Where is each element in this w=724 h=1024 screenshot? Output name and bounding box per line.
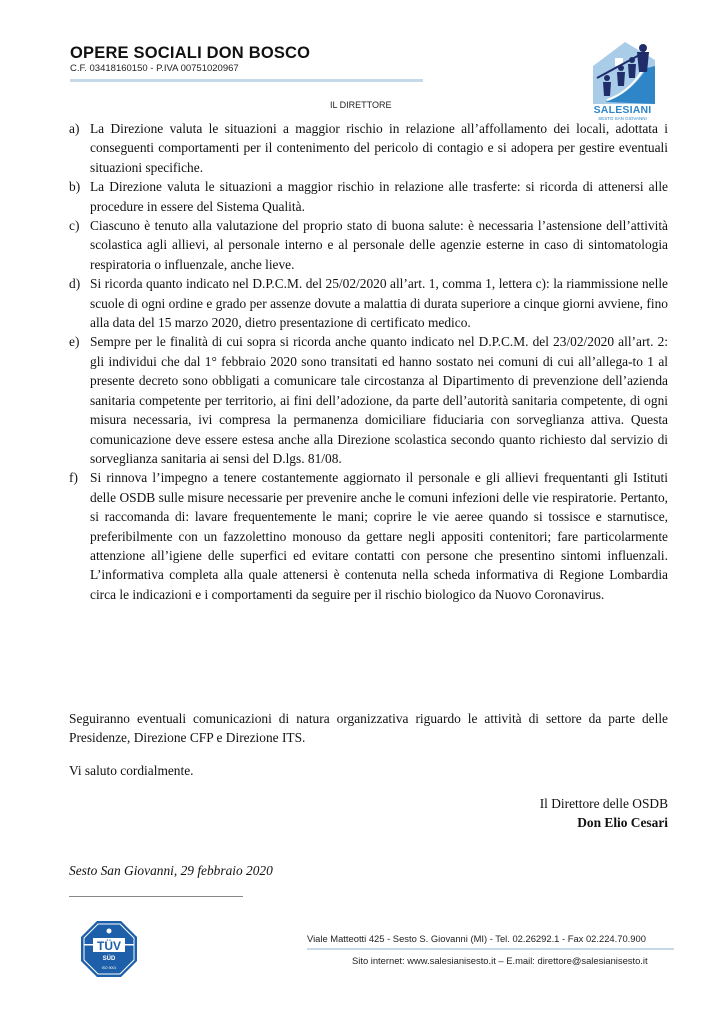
list-item — [69, 216, 668, 274]
svg-text:ISO 9001: ISO 9001 — [101, 966, 117, 970]
list-item — [69, 177, 668, 216]
signer-role: Il Direttore delle OSDB — [539, 796, 668, 811]
greeting: Vi saluto cordialmente. — [69, 763, 194, 778]
tuv-sud-certification-badge-icon — [80, 920, 138, 978]
salesiani-logo — [585, 38, 660, 122]
footer-divider — [307, 948, 674, 950]
list-item-text: Si rinnova l’impegno a tenere costantemente aggiornato il personale e gli allievi frequentanti gli Istituti delle OSDB sulle misure necessarie per prevenire anche le comuni infezioni delle vie respiratorie. Pertanto, si raccomanda di: lavare frequentemente le mani; coprire le vie aeree quando si tossisce e starnutisce, preferibilmente con un fazzolettino monouso da gettare negli appositi contenitori; fare particolarmente attenzione all’igiene delle superfici ed evitare contatti con persone che presentino sintomi influenzali. L’informativa completa alla quale attenersi è contenuta nella scheda informativa di Regione Lombardia circa le indicazioni e i comportamenti da seguire per il rischio biologico da Nuovo Coronavirus. — [90, 470, 668, 602]
logo-text: SALESIANI — [593, 104, 652, 116]
salesiani-house-logo-icon — [585, 38, 660, 104]
organization-tax-ids: C.F. 03418160150 - P.IVA 00751020967 — [70, 63, 239, 74]
document-heading: IL DIRETTORE — [330, 100, 392, 110]
signature-block — [380, 794, 668, 833]
signature-line — [69, 896, 243, 897]
list-item-text: Si ricorda quanto indicato nel D.P.C.M. del 25/02/2020 all’art. 1, comma 1, lettera c): la riammissione nelle scuole di ogni ordine e grado per assenze dovute a malattia di durata superiore a cinque giorni avviene, fino alla data del 15 marzo 2020, dietro presentazione di certificato medico. — [90, 276, 668, 331]
list-item-text: La Direzione valuta le situazioni a maggior rischio in relazione alle trasferte: si ricorda di attenersi alle procedure in essere del Sistema Qualità. — [90, 179, 668, 214]
list-item-text: Ciascuno è tenuto alla valutazione del proprio stato di buona salute: è necessaria l’astensione dell’attività scolastica agli allievi, al personale interno e al personale delle agenzie esterne in caso di sintomatologia respiratoria o influenzale, anche lieve. — [90, 218, 668, 272]
footer-web-contacts: Sito internet: www.salesianisesto.it – E.mail: direttore@salesianisesto.it — [352, 955, 648, 966]
list-item — [69, 274, 668, 332]
measures-list — [69, 119, 668, 604]
svg-text:TÜV: TÜV — [97, 939, 121, 953]
list-item — [69, 119, 668, 177]
list-marker: f) — [69, 470, 78, 486]
logo-subtext: SESTO SAN GIOVANNI — [598, 116, 647, 121]
list-marker: d) — [69, 276, 81, 292]
list-item — [69, 468, 668, 604]
list-item-text: La Direzione valuta le situazioni a maggior rischio in relazione all’affollamento dei locali, adottata i conseguenti comportamenti per il contenimento del pericolo di contagio e si adopera per gestire eventuali situazioni specifiche. — [90, 121, 668, 175]
svg-text:SÜD: SÜD — [102, 956, 116, 962]
list-marker: c) — [69, 218, 80, 234]
list-item-text: Sempre per le finalità di cui sopra si ricorda anche quanto indicato nel D.P.C.M. del 23/02/2020 all’art. 2: gli individui che dal 1° febbraio 2020 sono transitati ed hanno sostato nei comuni di cui all’allega-to 1 al presente decreto sono obbligati a comunicare tale circostanza al Dipartimento di prevenzione dell’azienda sanitaria competente per territorio, ai fini dell’adozione, da parte dell’autorità sanitaria competente, di ogni misura necessaria, ivi compresa la permanenza domiciliare fiduciaria con sorveglianza attiva. Questa comunicazione deve essere estesa anche alla Direzione scolastica secondo quanto richiesto dal servizio di sorveglianza sanitaria ai sensi del D.lgs. 81/08. — [90, 334, 668, 466]
signer-name: Don Elio Cesari — [577, 815, 668, 831]
tuv-sud-badge — [80, 920, 138, 978]
header-divider — [70, 79, 423, 82]
list-marker: a) — [69, 121, 80, 136]
closing-paragraph: Seguiranno eventuali comunicazioni di natura organizzativa riguardo le attività di settore da parte delle Presidenze, Direzione CFP e Direzione ITS. — [69, 711, 668, 746]
organization-name: OPERE SOCIALI DON BOSCO — [70, 44, 311, 62]
footer-address: Viale Matteotti 425 - Sesto S. Giovanni (MI) - Tel. 02.26292.1 - Fax 02.224.70.900 — [307, 933, 646, 944]
place-and-date: Sesto San Giovanni, 29 febbraio 2020 — [69, 863, 273, 878]
list-item — [69, 332, 668, 468]
list-marker: e) — [69, 334, 80, 350]
list-marker: b) — [69, 179, 81, 195]
